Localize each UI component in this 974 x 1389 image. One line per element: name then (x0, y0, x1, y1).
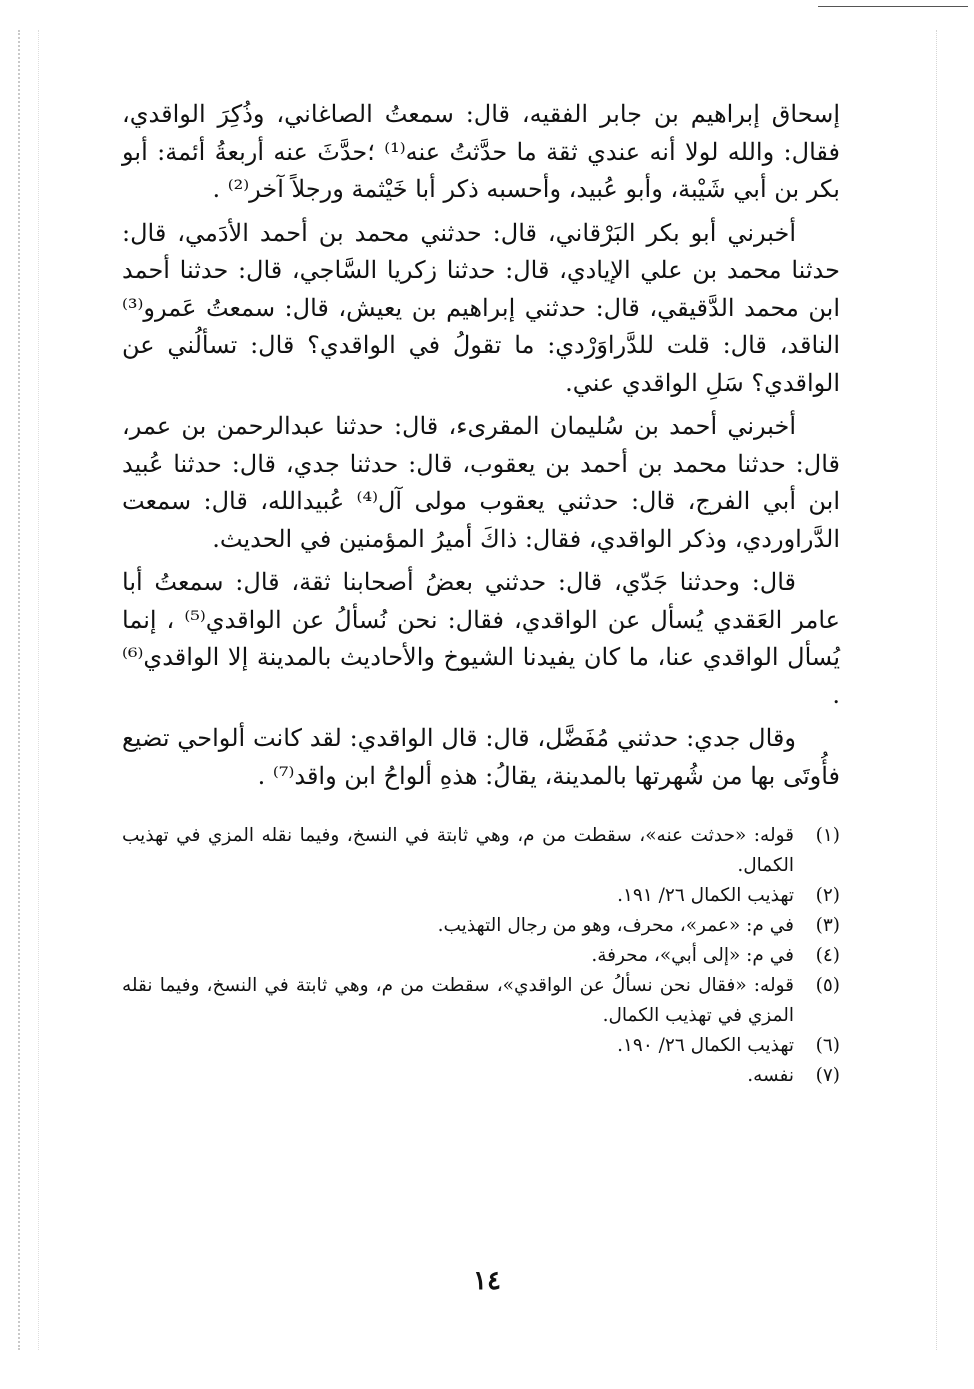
scan-edge-dots (38, 30, 39, 1350)
footnote (122, 941, 840, 971)
footnote-text: في م: «عمر»، محرف، وهو من رجال التهذيب. (437, 915, 794, 936)
footnote-number: (٢) (815, 885, 840, 906)
footnote-text: قوله: «فقال نحن نسألُ عن الواقدي»، سقطت من م، وهي ثابتة في النسخ، وفيما نقله المزي في تهذيب الكمال. (122, 975, 794, 1026)
page-body (122, 96, 840, 1091)
paragraph: أخبرني أبو بكر البَرْقاني، قال: حدثني محمد بن أحمد الأدَمي، قال: حدثنا محمد بن علي الإيادي، قال: حدثنا زكريا السَّاجي، قال: حدثنا أحمد ابن محمد الدَّقيقي، قال: حدثني إبراهيم بن يعيش، قال: سمعتُ عَمرو⁽³⁾ الناقد، قال: قلت للدَّراوَرْدي: ما تقولُ في الواقدي؟ قال: تسألُني عن الواقدي؟ سَلِ الواقدي عني. (122, 218, 840, 397)
footnote-text: نفسه. (747, 1065, 794, 1086)
footnote-number: (٦) (815, 1035, 840, 1056)
footnote (122, 1031, 840, 1061)
footnote-text: في م: «إلى أبي»، محرفة. (591, 945, 794, 966)
footnote (122, 971, 840, 1031)
footnote (122, 821, 840, 881)
paragraph: إسحاق إبراهيم بن جابر الفقيه، قال: سمعتُ الصاغاني، وذُكِرَ الواقدي، فقال: والله لولا أنه عندي ثقة ما حدَّثتُ عنه⁽¹⁾ ؛حدَّثَ عنه أربعةُ أئمة: أبو بكر بن أبي شَيْبة، وأبو عُبيد، وأحسبه ذكر أبا خَيْثمة ورجلاً آخر⁽²⁾ . (122, 100, 841, 203)
footnote (122, 881, 840, 911)
paragraph: وقال جدي: حدثني مُفَضَّل، قال: قال الواقدي: لقد كانت ألواحي تضيع فأُوتَى بها من شُهرتها بالمدينة، يقالُ: هذهِ ألواحُ ابن واقد⁽⁷⁾ . (122, 724, 840, 790)
top-rule (818, 6, 968, 7)
footnote-text: تهذيب الكمال ٢٦/ ١٩٠. (617, 1035, 794, 1056)
footnote-number: (٧) (815, 1065, 840, 1086)
footnote-number: (٣) (815, 915, 840, 936)
paragraph: أخبرني أحمد بن سُليمان المقرىء، قال: حدثنا عبدالرحمن بن عمر، قال: حدثنا محمد بن أحمد بن يعقوب، قال: حدثنا جدي، قال: حدثنا عُبيد ابن أبي الفرج، قال: حدثني يعقوب مولى آل⁽⁴⁾ عُبيدالله، قال: سمعت الدَّراوردي، وذكر الواقدي، فقال: ذاكَ أميرُ المؤمنين في الحديث. (122, 412, 840, 553)
footnote-number: (٥) (815, 975, 840, 996)
paragraph: قال: وحدثنا جَدّي، قال: حدثني بعضُ أصحابنا ثقة، قال: سمعتُ أبا عامر العَقدي يُسأل عن الواقدي، فقال: نحن نُسألُ عن الواقدي⁽⁵⁾ ، إنما يُسأل الواقدي عنا، ما كان يفيدنا الشيوخ والأحاديث بالمدينة إلا الواقدي⁽⁶⁾ . (122, 568, 841, 709)
footnote-number: (١) (815, 825, 840, 846)
footnote (122, 911, 840, 941)
scan-edge-dots (936, 30, 937, 1350)
footnote-number: (٤) (815, 945, 840, 966)
footnotes (122, 821, 840, 1091)
scan-edge-dots (18, 30, 20, 1350)
footnote-text: تهذيب الكمال ٢٦/ ١٩١. (617, 885, 794, 906)
page-number: ١٤ (473, 1266, 501, 1296)
footnote-text: قوله: «حدثت عنه»، سقطت من م، وهي ثابتة في النسخ، وفيما نقله المزي في تهذيب الكمال. (122, 825, 794, 876)
footnote (122, 1061, 840, 1091)
